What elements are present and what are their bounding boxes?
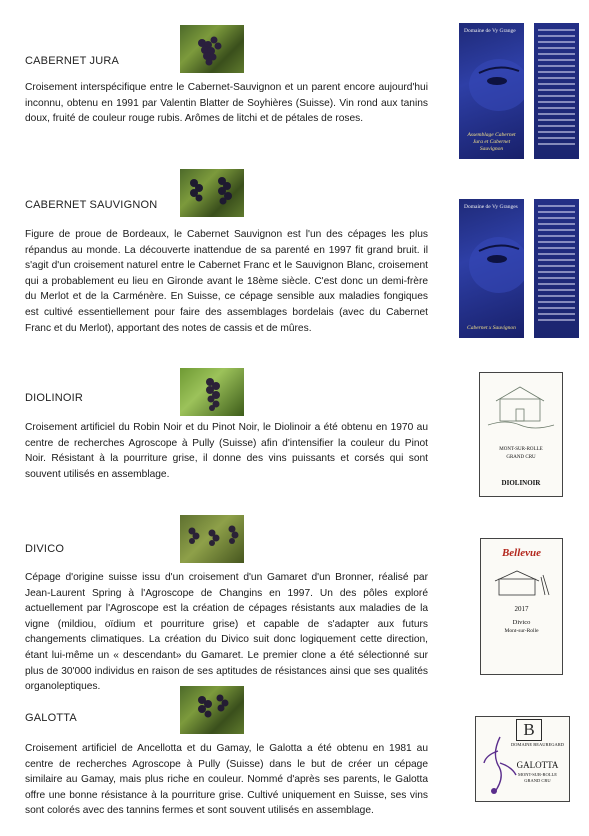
- label-caption: Assemblage Cabernet Jura et Cabernet Sauvignon: [467, 132, 516, 152]
- wine-label-galotta: B DOMAINE BEAUREGARD GALOTTA MONT-SUR-ROLLE GRAND CRU: [475, 716, 570, 802]
- label-domaine: Bellevue: [501, 547, 542, 559]
- section-title-galotta: GALOTTA: [25, 712, 77, 724]
- section-title-divico: DIVICO: [25, 543, 65, 555]
- grape-photo-cabernet-jura: [180, 25, 244, 73]
- grape-photo-divico: [180, 515, 244, 563]
- label-grade: GRAND CRU: [506, 455, 536, 460]
- section-body-cabernet-sauvignon: Figure de proue de Bordeaux, le Cabernet Sauvignon est l'un des cépages les plus répandus au monde. La découverte inattendue de sa parenté en 1997 fit grand bruit. il s'agit d'un croisement naturel entre le Cabernet Franc et le Sauvignon Blanc, croisement qui a probablement eu lieu en Gironde avant le 18ème siècle. C'est donc un demi-frère du Merlot et de la Carménère. En Suisse, ce cépage sensible aux maladies fongiques est cultivé essentiellement pour faire des assemblages bordelais (avec du Cabernet Franc et du Merlot), apportant des notes de cassis et de mûres.: [25, 229, 428, 334]
- section-body-galotta: Croisement artificiel de Ancellotta et du Gamay, le Galotta a été obtenu en 1981 au centre de recherches Agroscope à Pully (Suisse) dans le but de créer un cépage similaire au Gamay, mais plus riche en couleur. Nommé d'après ses parents, le Galotta offre une bonne résistance à la pourriture grise. Cultivé uniquement en Suisse, ses vins sont colorés avec des tannins fermes et sont souvent utilisés en assemblage.: [25, 743, 428, 817]
- wine-label-cabernet-sauvignon-back: [534, 199, 579, 338]
- label-domaine: DOMAINE BEAUREGARD: [510, 742, 565, 747]
- wine-label-cabernet-jura-back: [534, 23, 579, 159]
- label-name: Divico: [512, 619, 531, 626]
- label-place: MONT-SUR-ROLLE: [499, 447, 543, 452]
- section-body-diolinoir: Croisement artificiel du Robin Noir et du Pinot Noir, le Diolinoir a été obtenu en 1970 au centre de recherches Agroscope à Pully (Suisse) afin d'intensifier la couleur du Pinot Noir. Résistant à la pourriture grise, il donne des vins puissants et corsés qui sont souvent utilisés en assemblage.: [25, 422, 428, 480]
- wine-label-cabernet-jura-front: [459, 23, 524, 159]
- grape-photo-cabernet-sauvignon: [180, 169, 244, 217]
- label-year: 2017: [514, 605, 529, 613]
- wine-label-diolinoir: [479, 372, 563, 497]
- section-title-diolinoir: DIOLINOIR: [25, 392, 84, 404]
- grape-photo-diolinoir: [180, 368, 244, 416]
- wine-label-divico: [480, 538, 563, 675]
- label-domaine: Domaine de Vy Grange: [464, 28, 516, 34]
- label-domaine: Domaine de Vy Granges: [464, 204, 518, 210]
- section-body-cabernet-jura: Croisement interspécifique entre le Cabernet-Sauvignon et un parent encore aujourd'hui inconnu, obtenu en 1991 par Valentin Blatter de Soyhières (Suisse). Vin rond aux tanins doux, fruité de couleur rouge rubis. Arômes de litchi et de pétales de roses.: [25, 82, 428, 125]
- label-name: DIOLINOIR: [501, 479, 541, 487]
- wine-label-cabernet-sauvignon-front: [459, 199, 524, 338]
- label-caption: Cabernet x Sauvignon: [467, 325, 516, 331]
- section-body-divico: Cépage d'origine suisse issu d'un croisement d'un Gamaret d'un Bronner, réalisé par Jean-Laurent Spring à l'Agroscope de Changins en 1997. Un des pôles exploré actuellement par l'Agroscope est la création de cépages résistants aux maladies de la vigne (mildiou, oïdium et pourriture grise) et capable de s'adapter aux futurs changements climatiques. La création du Divico suit donc logiquement cette direction, étant lui-même un « descendant» du Gamaret. Le premier clone a été sélectionné sur plus de 30'000 individus en raison de ses aptitudes de résistances ainsi que ses qualités organoleptiques.: [25, 572, 428, 693]
- label-place: MONT-SUR-ROLLE: [517, 772, 558, 777]
- label-grade: GRAND CRU: [524, 778, 551, 783]
- section-title-cabernet-sauvignon: CABERNET SAUVIGNON: [25, 199, 158, 211]
- grape-photo-galotta: [180, 686, 244, 734]
- section-title-cabernet-jura: CABERNET JURA: [25, 55, 120, 67]
- label-name: GALOTTA: [516, 760, 559, 770]
- label-place: Mont-sur-Rolle: [504, 628, 539, 634]
